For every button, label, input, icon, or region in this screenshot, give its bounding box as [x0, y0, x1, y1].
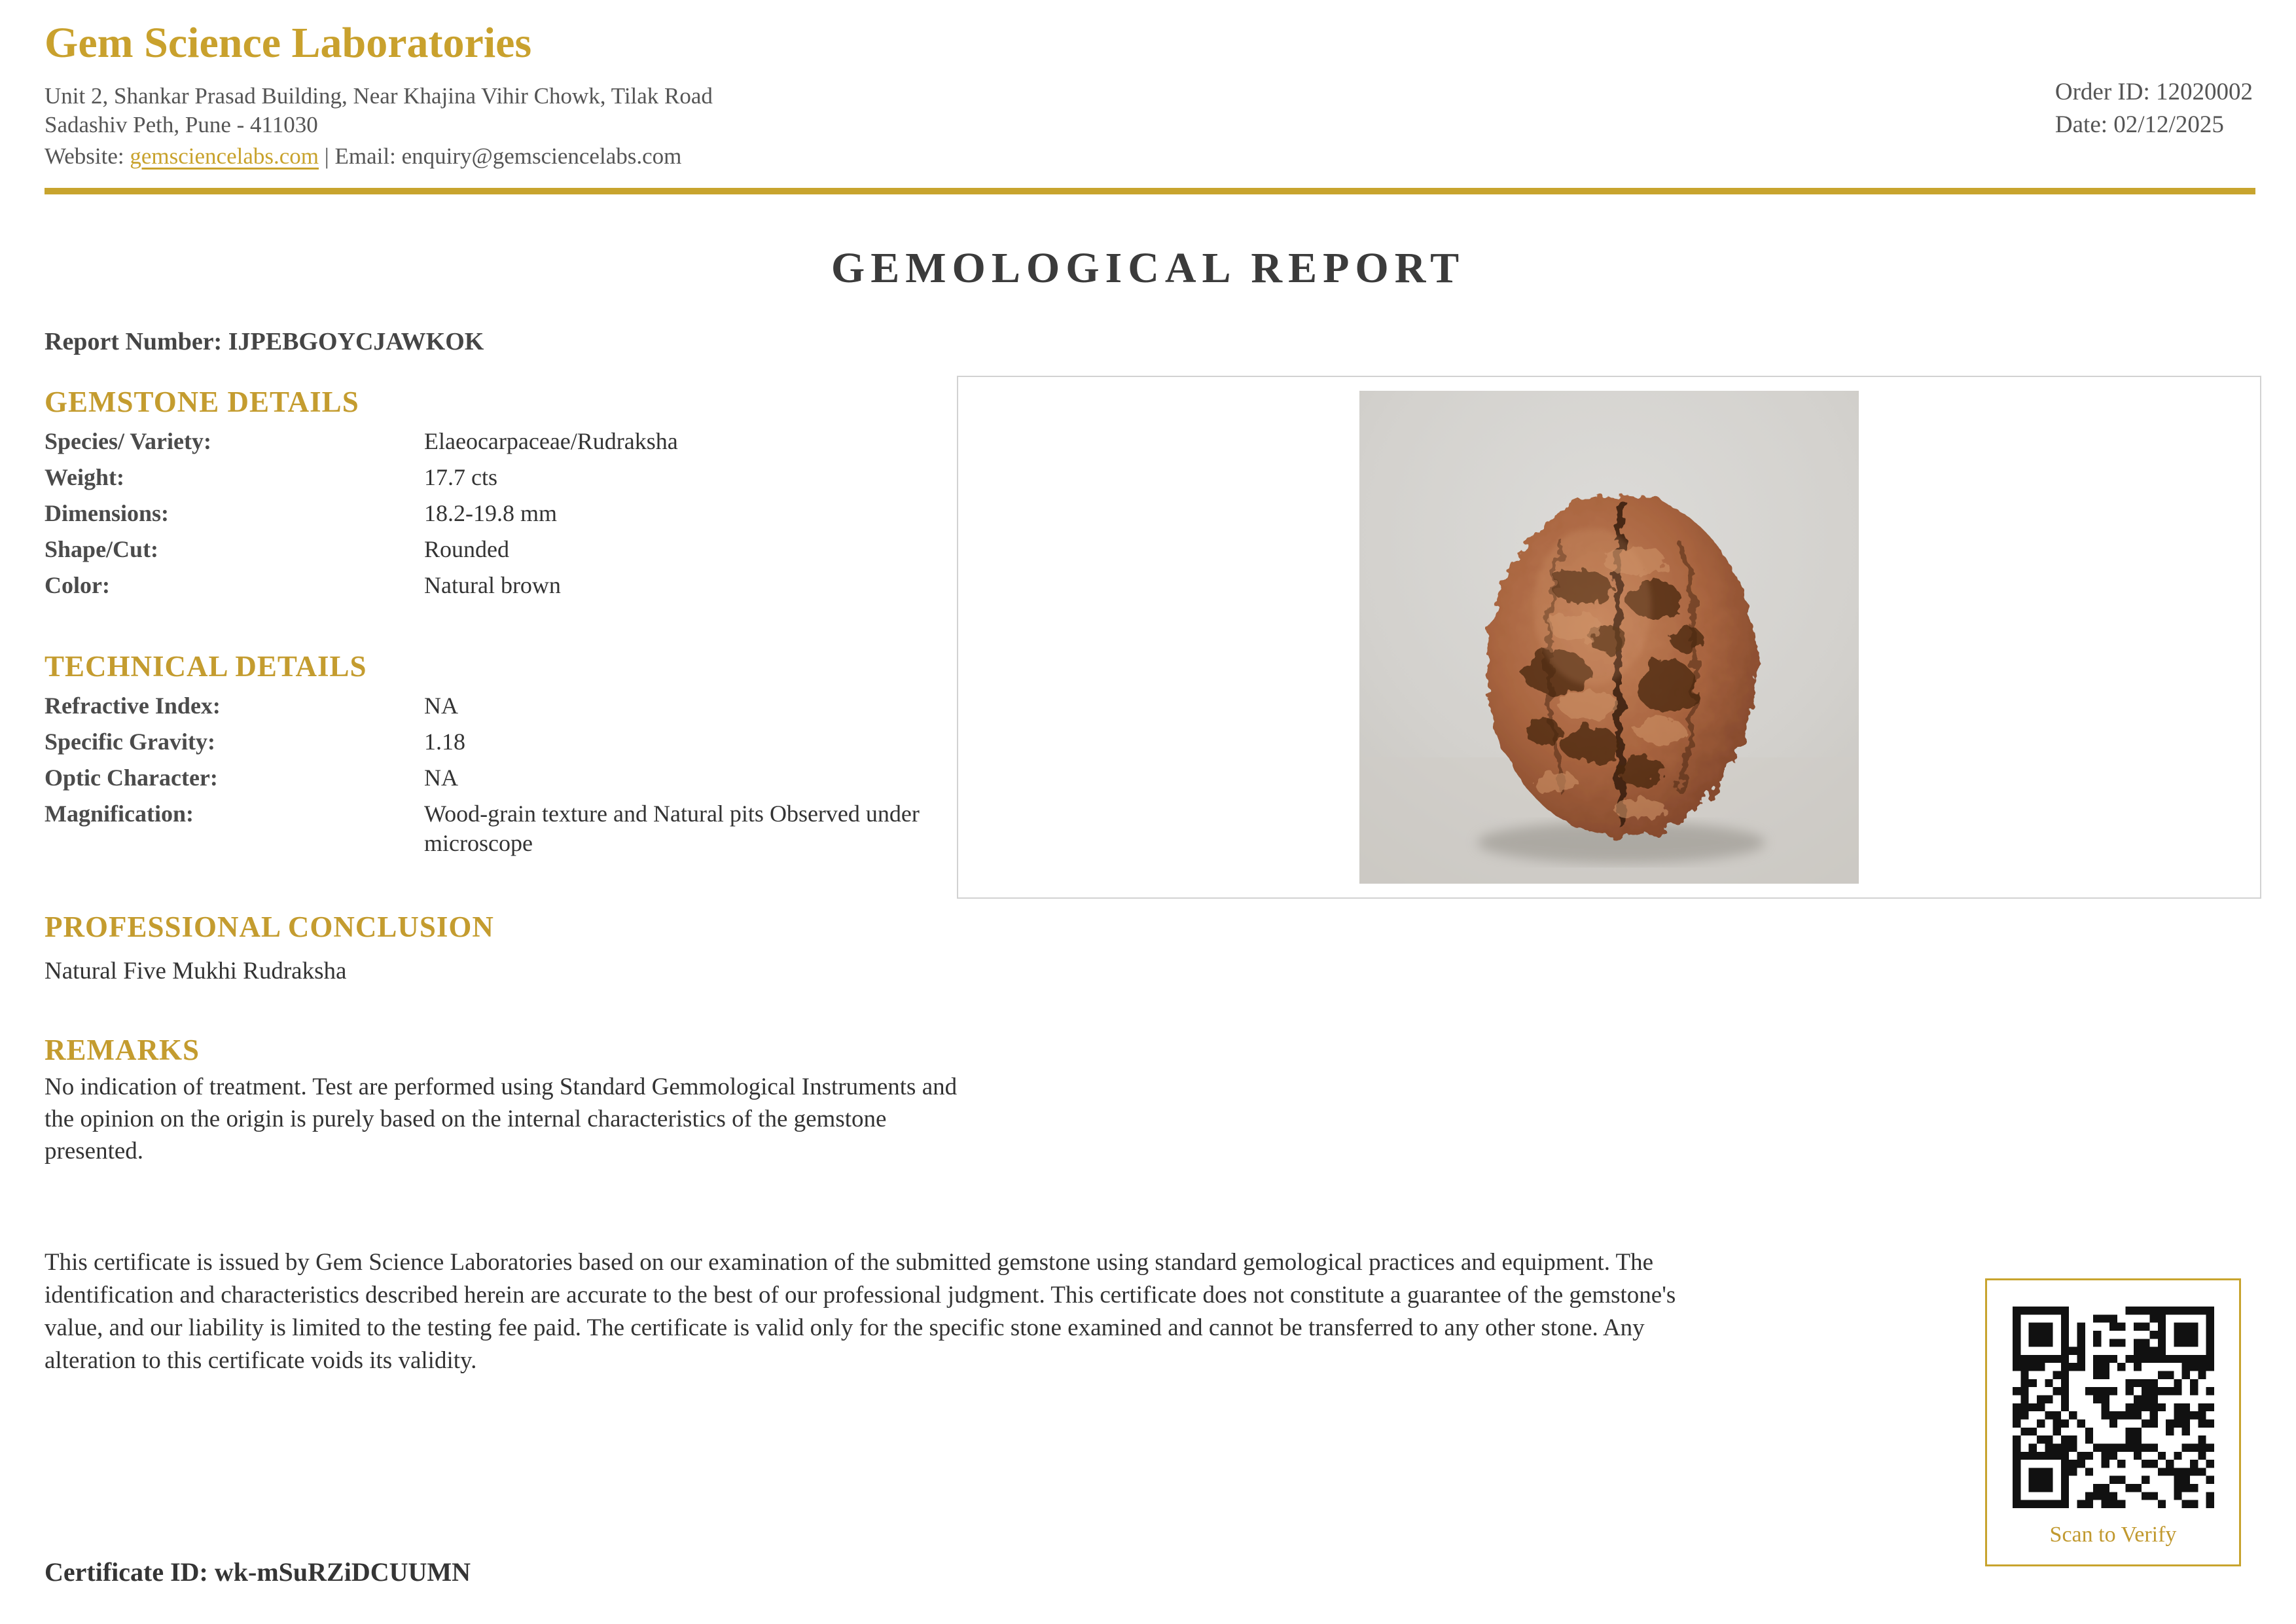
table-row — [45, 499, 961, 528]
table-row — [45, 727, 961, 757]
email-text: Email: enquiry@gemsciencelabs.com — [334, 143, 682, 169]
website-label: Website: — [45, 143, 124, 169]
professional-conclusion-heading: PROFESSIONAL CONCLUSION — [45, 911, 494, 943]
table-row — [45, 535, 961, 564]
certificate-id-value: wk-mSuRZiDCUUMN — [214, 1557, 471, 1587]
certificate-id — [45, 1557, 471, 1587]
detail-label: Refractive Index: — [45, 693, 221, 719]
lab-name: Gem Science Laboratories — [45, 19, 532, 67]
table-row — [45, 691, 961, 721]
header-left — [45, 20, 713, 171]
report-number — [45, 327, 484, 356]
detail-value: Elaeocarpaceae/Rudraksha — [424, 428, 678, 454]
gemstone-details-heading: GEMSTONE DETAILS — [45, 386, 359, 418]
conclusion-text: Natural Five Mukhi Rudraksha — [45, 958, 347, 984]
technical-details-heading: TECHNICAL DETAILS — [45, 650, 367, 683]
detail-value: 18.2-19.8 mm — [424, 500, 557, 526]
detail-label: Species/ Variety: — [45, 428, 211, 454]
certificate-id-label: Certificate ID: — [45, 1557, 208, 1587]
order-id: Order ID: 12020002 — [2054, 79, 2253, 105]
separator: | — [324, 143, 329, 169]
detail-label: Shape/Cut: — [45, 536, 159, 562]
report-number-label: Report Number: — [45, 328, 223, 355]
rudraksha-bead-image — [1359, 391, 1859, 884]
website-link[interactable]: gemsciencelabs.com — [130, 143, 319, 169]
address-line-1: Unit 2, Shankar Prasad Building, Near Khajina Vihir Chowk, Tilak Road — [45, 82, 713, 109]
table-row — [45, 763, 961, 793]
detail-value: Natural brown — [424, 572, 561, 598]
detail-label: Optic Character: — [45, 765, 218, 791]
remarks-heading: REMARKS — [45, 1034, 200, 1066]
table-row — [45, 463, 961, 492]
detail-value: Wood-grain texture and Natural pits Observed under microscope — [424, 801, 920, 856]
qr-verify-box — [1985, 1278, 2241, 1566]
table-row — [45, 799, 961, 858]
page-title: GEMOLOGICAL REPORT — [831, 244, 1465, 292]
detail-value: 17.7 cts — [424, 464, 497, 490]
gemstone-photo — [1359, 391, 1859, 884]
table-row — [45, 571, 961, 600]
gemstone-details-table — [45, 427, 961, 607]
header-divider-bar — [45, 188, 2255, 194]
remarks-text: No indication of treatment. Test are performed using Standard Gemmological Instruments and the opinion on the origin is purely based on the internal characteristics of the gemstone presented. — [45, 1074, 958, 1164]
contact-line — [45, 142, 713, 171]
report-number-value: IJPEBGOYCJAWKOK — [228, 328, 484, 355]
detail-label: Dimensions: — [45, 500, 170, 526]
detail-value: Rounded — [424, 536, 509, 562]
detail-value: NA — [424, 765, 458, 791]
report-date: Date: 02/12/2025 — [2054, 111, 2224, 138]
detail-label: Weight: — [45, 464, 124, 490]
technical-details-table — [45, 691, 961, 865]
header-right — [2055, 76, 2253, 141]
detail-label: Magnification: — [45, 801, 194, 827]
detail-value: NA — [424, 693, 458, 719]
address-line-2: Sadashiv Peth, Pune - 411030 — [45, 111, 318, 137]
table-row — [45, 427, 961, 456]
qr-caption: Scan to Verify — [2049, 1523, 2177, 1547]
detail-value: 1.18 — [424, 729, 465, 755]
qr-code — [2013, 1307, 2214, 1508]
detail-label: Color: — [45, 572, 110, 598]
detail-label: Specific Gravity: — [45, 729, 215, 755]
disclaimer-text: This certificate is issued by Gem Science Laboratories based on our examination of the submitted gemstone using standard gemological practices and equipment. The identification and characteristics described herein are accurate to the best of our professional judgment. This certificate does not constitute a guarantee of the gemstone's value, and our liability is limited to the testing fee paid. The certificate is valid only for the specific stone examined and cannot be transferred to any other stone. Any alteration to this certificate voids its validity. — [45, 1249, 1676, 1374]
gemstone-photo-panel — [957, 376, 2261, 899]
